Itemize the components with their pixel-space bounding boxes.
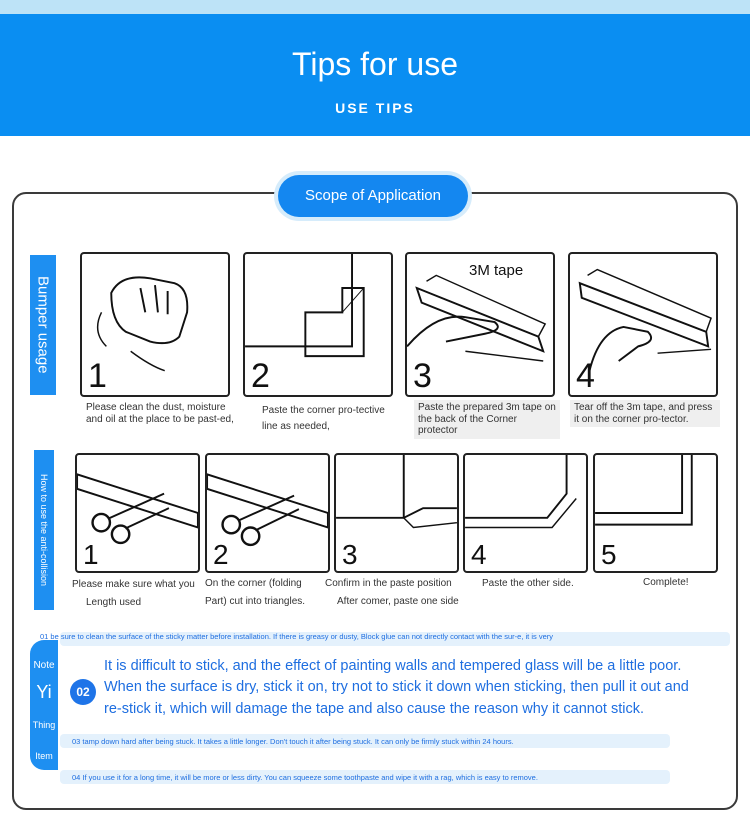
anticollision-step-1-panel <box>75 453 200 573</box>
step-number: 3 <box>342 539 358 570</box>
page-subtitle: USE TIPS <box>335 100 415 116</box>
anticollision-step-3-caption-a: Confirm in the paste position <box>325 578 452 589</box>
step-number: 1 <box>88 357 107 395</box>
bumper-step-2-panel <box>243 252 393 397</box>
bumper-step-4-caption: Tear off the 3m tape, and press it on the corner pro-tector. <box>570 400 720 427</box>
bumper-step-4-panel <box>568 252 718 397</box>
anticollision-step-4-caption: Paste the other side. <box>482 578 574 589</box>
notes-tab-thing: Thing <box>32 720 56 730</box>
note-2-text: When the surface is dry, stick it on, try not to stick it down when sticking, then pull it out and <box>104 679 689 695</box>
step-number: 4 <box>576 357 595 395</box>
note-2-continued: re-stick it, which will damage the tape and also cause the reason why it cannot stick. <box>104 701 644 717</box>
step-number: 1 <box>83 539 99 570</box>
notes-tab-note: Note <box>33 660 55 671</box>
step-number: 2 <box>251 357 270 395</box>
anticollision-step-1-caption-a: Please make sure what you <box>72 579 195 590</box>
anticollision-step-2-caption-a: On the corner (folding <box>205 578 302 589</box>
anti-collision-tab <box>34 450 54 610</box>
page-title: Tips for use <box>292 46 458 82</box>
step-number: 2 <box>213 539 229 570</box>
notes-tab <box>30 640 58 770</box>
bumper-step-3-caption: Paste the prepared 3m tape on the back of the Corner protector <box>414 400 560 439</box>
anticollision-step-3-caption-b: After comer, paste one side <box>337 596 459 607</box>
note-4-text: 04 If you use it for a long time, it will be more or less dirty. You can squeeze some toothpaste and wipe it with a rag, which is easy to remove. <box>72 773 538 782</box>
note-1-continued: It is difficult to stick, and the effect of painting walls and tempered glass will be a little poor. <box>104 658 682 674</box>
anticollision-step-2-caption-b: Part) cut into triangles. <box>205 596 306 607</box>
step-number: 3 <box>413 357 432 395</box>
bumper-step-1-panel <box>80 252 230 397</box>
anticollision-step-1-caption-b: Length used <box>86 597 142 608</box>
banner-top-strip <box>0 0 750 14</box>
bumper-usage-tab <box>30 255 56 395</box>
anticollision-step-5-caption: Complete! <box>643 577 689 588</box>
bumper-step-2-caption: Paste the corner pro-tective line as needed, <box>262 405 385 432</box>
bumper-step-1-caption: Please clean the dust, moisture and oil at the place to be past-ed, <box>86 402 234 425</box>
anticollision-step-3-panel <box>334 453 459 573</box>
anti-collision-label: How to use the anti-collision <box>39 473 49 587</box>
bumper-usage-label: Bumper usage <box>34 276 52 374</box>
note-1-text: 01 be sure to clean the surface of the sticky matter before installation. If there is greasy or dusty, Block glue can not directly contact with the sur-e, it is very <box>40 632 554 641</box>
note-3-text: 03 tamp down hard after being stuck. It takes a little longer. Don't touch it after being stuck. It can only be firmly stuck within 24 hours. <box>72 737 514 746</box>
anticollision-step-5-panel <box>593 453 718 573</box>
anticollision-step-4-panel <box>463 453 588 573</box>
note-2-badge: 02 <box>70 679 96 705</box>
anticollision-step-2-panel <box>205 453 330 573</box>
step-number: 5 <box>601 539 617 570</box>
notes-tab-yi: Yi <box>36 682 52 702</box>
scope-heading: Scope of Application <box>278 175 468 217</box>
notes-tab-item: Item <box>35 751 53 761</box>
tape-label: 3M tape <box>469 262 524 279</box>
bumper-step-3-panel <box>405 252 555 397</box>
step-number: 4 <box>471 539 487 570</box>
